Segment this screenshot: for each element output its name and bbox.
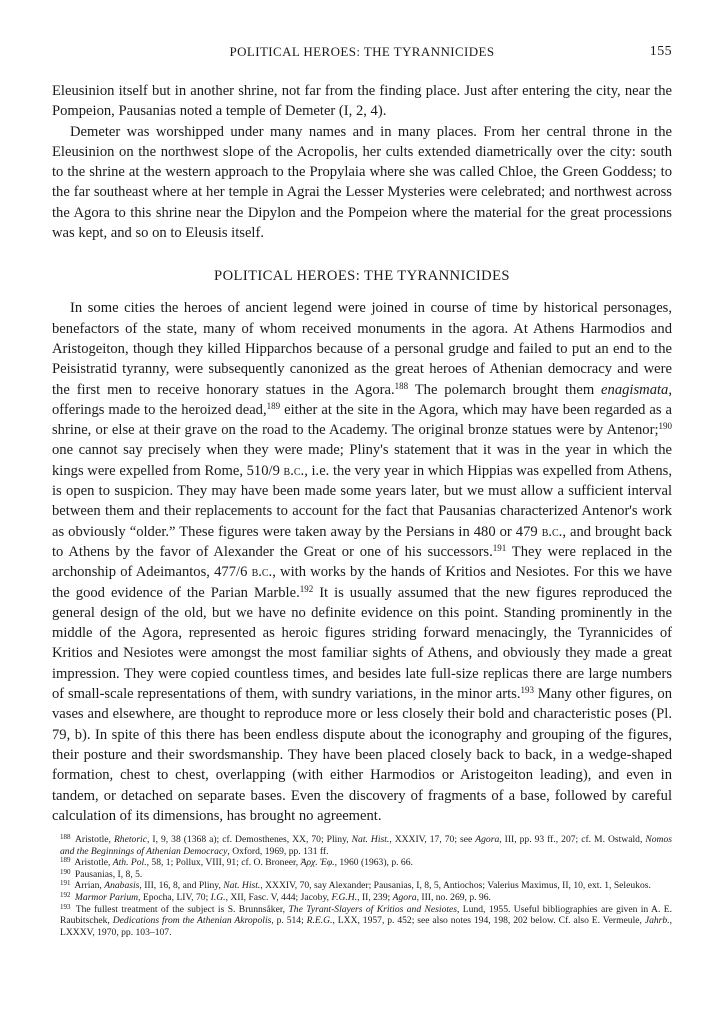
note-text: Aristotle, bbox=[74, 834, 114, 846]
footnotes bbox=[52, 834, 672, 938]
note-title: I.G. bbox=[210, 892, 226, 904]
italic-term: enagismata bbox=[601, 381, 669, 398]
footnote-ref-191[interactable]: 191 bbox=[492, 542, 507, 553]
note-title: Ἀρχ. Ἐφ. bbox=[300, 857, 335, 869]
note-text: , Epocha, LIV, 70; bbox=[138, 892, 211, 904]
note-title: Agora bbox=[392, 892, 417, 904]
note-title: Dedications from the Athenian Akropolis bbox=[112, 915, 272, 927]
footnote-191 bbox=[52, 880, 672, 892]
note-text: , III, pp. 93 ff., 207; cf. M. Ostwald, bbox=[499, 834, 646, 846]
text-run: Many other figures, on vases and elsewhere, are thought to reproduce more or less closely their bold and characteristic poses (Pl. 79, b). In spite of this there has been endless dispute about the iconography and grouping of the figures, their posture and their swordsmanship. They have been placed closely back to back, in a wedge-shaped formation, chest to chest, overlapping (with either Harmodios or Aristogeiton leading), and even in tandem, or detached on separate bases. Even the discovery of fragments of a base, followed by careful calculation of its dimensions, has brought no agreement. bbox=[52, 686, 672, 824]
footnote-number: 192 bbox=[60, 891, 71, 900]
note-text: , XXXIV, 17, 70; see bbox=[389, 834, 476, 846]
note-text: , XII, Fasc. V, 444; Jacoby, bbox=[225, 892, 332, 904]
footnote-190 bbox=[52, 869, 672, 881]
note-title: Nat. Hist. bbox=[351, 834, 390, 846]
page-number: 155 bbox=[649, 44, 672, 59]
text-run: The polemarch brought them bbox=[408, 381, 602, 398]
footnote-number: 189 bbox=[60, 856, 71, 865]
note-title: Jahrb. bbox=[644, 915, 670, 927]
note-text: , LXX, 1957, p. 452; see also notes 194, 198, 202 below. Cf. also E. Vermeule, bbox=[332, 915, 645, 927]
footnote-193 bbox=[52, 904, 672, 939]
text-run: They were replaced in the archonship of Adeimantos, 477/6 bbox=[52, 543, 672, 581]
note-title: Anabasis bbox=[104, 880, 140, 892]
note-text: , Oxford, 1969, pp. 131 ff. bbox=[227, 845, 329, 857]
note-title: Marmor Parium bbox=[74, 892, 139, 904]
running-title: POLITICAL HEROES: THE TYRANNICIDES bbox=[229, 44, 495, 59]
footnote-ref-189[interactable]: 189 bbox=[266, 400, 281, 411]
running-header bbox=[52, 38, 672, 62]
note-title: R.E.G. bbox=[306, 915, 333, 927]
note-title: Rhetoric bbox=[113, 834, 147, 846]
note-text: , III, 16, 8, and Pliny, bbox=[139, 880, 224, 892]
note-text: , II, 239; bbox=[357, 892, 393, 904]
note-title: F.G.H. bbox=[331, 892, 358, 904]
note-title: The Tyrant-Slayers of Kritios and Nesiotes bbox=[288, 903, 458, 915]
note-title: Agora bbox=[475, 834, 500, 846]
footnote-188 bbox=[52, 834, 672, 857]
note-text: Aristotle, bbox=[74, 857, 113, 869]
note-text: Pausanias, I, 8, 5. bbox=[74, 868, 143, 880]
note-text: Arrian, bbox=[74, 880, 105, 892]
text-run: , and brought back to Athens by the favor of Alexander the Great or one of his successors. bbox=[52, 523, 672, 560]
text-run: It is usually assumed that the new figures reproduced the general design of the old, but we have no definite evidence on this point. Standing prominently in the middle of the Agora, represented as heroic figures striding forward menacingly, the Tyrannicides of Kritios and Nesiotes were amongst the most familiar sights of Athens, and obviously they made a great impression. They were copied countless times, and besides late full-size replicas there are large numbers of small-scale representations of them, with sundry variations, in the minor arts. bbox=[52, 584, 672, 703]
section-heading: POLITICAL HEROES: THE TYRANNICIDES bbox=[214, 268, 510, 285]
note-text: , 58, 1; Pollux, VIII, 91; cf. O. Broneer, bbox=[146, 857, 301, 869]
note-title: Nat. Hist. bbox=[223, 880, 261, 892]
text-run: In some cities the heroes of ancient legend were joined in course of time by historical personages, benefactors of the state, many of whom received monuments in the agora. At Athens Harmodios and Aristogeiton, though they killed Hipparchos because of a personal grudge and failed to put an end to the Peisistratid tyranny, were subsequently canonized as the great heroes of Athenian democracy and were the first men to receive honorary statues in the Agora. bbox=[52, 300, 672, 398]
footnote-number: 191 bbox=[60, 879, 71, 888]
text-run: , offerings made to the heroized dead, bbox=[52, 381, 672, 418]
footnote-ref-190[interactable]: 190 bbox=[658, 421, 672, 432]
footnote-189 bbox=[52, 857, 672, 869]
note-title: Ath. Pol. bbox=[112, 857, 147, 869]
footnote-ref-188[interactable]: 188 bbox=[394, 380, 409, 391]
note-text: , I, 9, 38 (1368 a); cf. Demosthenes, XX, 70; Pliny, bbox=[146, 834, 352, 846]
footnote-192 bbox=[52, 892, 672, 904]
footnote-ref-193[interactable]: 193 bbox=[520, 685, 535, 696]
section-paragraph bbox=[52, 298, 672, 826]
note-text: , XXXIV, 70, say Alexander; Pausanias, I, 8, 5, Antiochos; Valerius Maximus, II, 10, ext. 1, Seleukos. bbox=[260, 880, 651, 892]
era-abbrev: b.c. bbox=[251, 564, 273, 581]
footnote-number: 193 bbox=[60, 902, 71, 911]
text-run: , i.e. the very year in which Hippias was expelled from Athens, is open to suspicion. They may have been made some years later, but we must allow a sufficient interval between them and their replacements to account for the fact that Pausanias characterized Antenor's work as obviously “older.” These figures were taken away by the Persians in 480 or 479 bbox=[52, 462, 672, 540]
note-title: Nomos and the Beginnings of Athenian Democracy bbox=[60, 834, 673, 857]
footnote-number: 190 bbox=[60, 867, 71, 876]
note-text: The fullest treatment of the subject is S. Brunnsåker, bbox=[75, 903, 289, 915]
text-run: one cannot say precisely when they were made; Pliny's statement that it was in the year in which the kings were expelled from Rome, 510/9 bbox=[52, 442, 672, 479]
text-run: , with works by the hands of Kritios and Nesiotes. For this we have the good evidence of the Parian Marble. bbox=[52, 564, 672, 601]
era-abbrev: b.c. bbox=[283, 462, 305, 479]
note-text: , LXXXV, 1970, pp. 103–107. bbox=[60, 915, 672, 938]
footnote-ref-192[interactable]: 192 bbox=[299, 583, 314, 594]
footnote-number: 188 bbox=[60, 833, 71, 842]
intro-paragraph-1: Eleusinion itself but in another shrine, not far from the finding place. Just after entering the city, near the Pompeion, Pausanias noted a temple of Demeter (I, 2, 4). bbox=[52, 83, 672, 120]
book-page bbox=[52, 38, 672, 938]
note-text: , p. 514; bbox=[271, 915, 307, 927]
note-text: , 1960 (1963), p. 66. bbox=[334, 857, 413, 869]
note-text: , III, no. 269, p. 96. bbox=[416, 892, 491, 904]
era-abbrev: b.c. bbox=[541, 523, 563, 540]
intro-paragraph-2: Demeter was worshipped under many names and in many places. From her central throne in the Eleusinion on the northwest slope of the Acropolis, her cults extended diametrically over the city: south to the shrine at the western approach to the Propylaia where she was called Chloe, the Green Goddess; to the far southeast where at her temple in Agrai the Lesser Mysteries were celebrated; and northwest across the Agora to this shrine near the Dipylon and the Pompeion where the material for the great processions was kept, and so on to Eleusis itself. bbox=[52, 123, 672, 242]
note-text: , Lund, 1955. Useful bibliographies are given in A. E. Raubitschek, bbox=[60, 903, 673, 927]
text-run: either at the site in the Agora, which may have been regarded as a shrine, or else at their grave on the road to the Academy. The original bronze statues were by Antenor; bbox=[52, 401, 672, 439]
